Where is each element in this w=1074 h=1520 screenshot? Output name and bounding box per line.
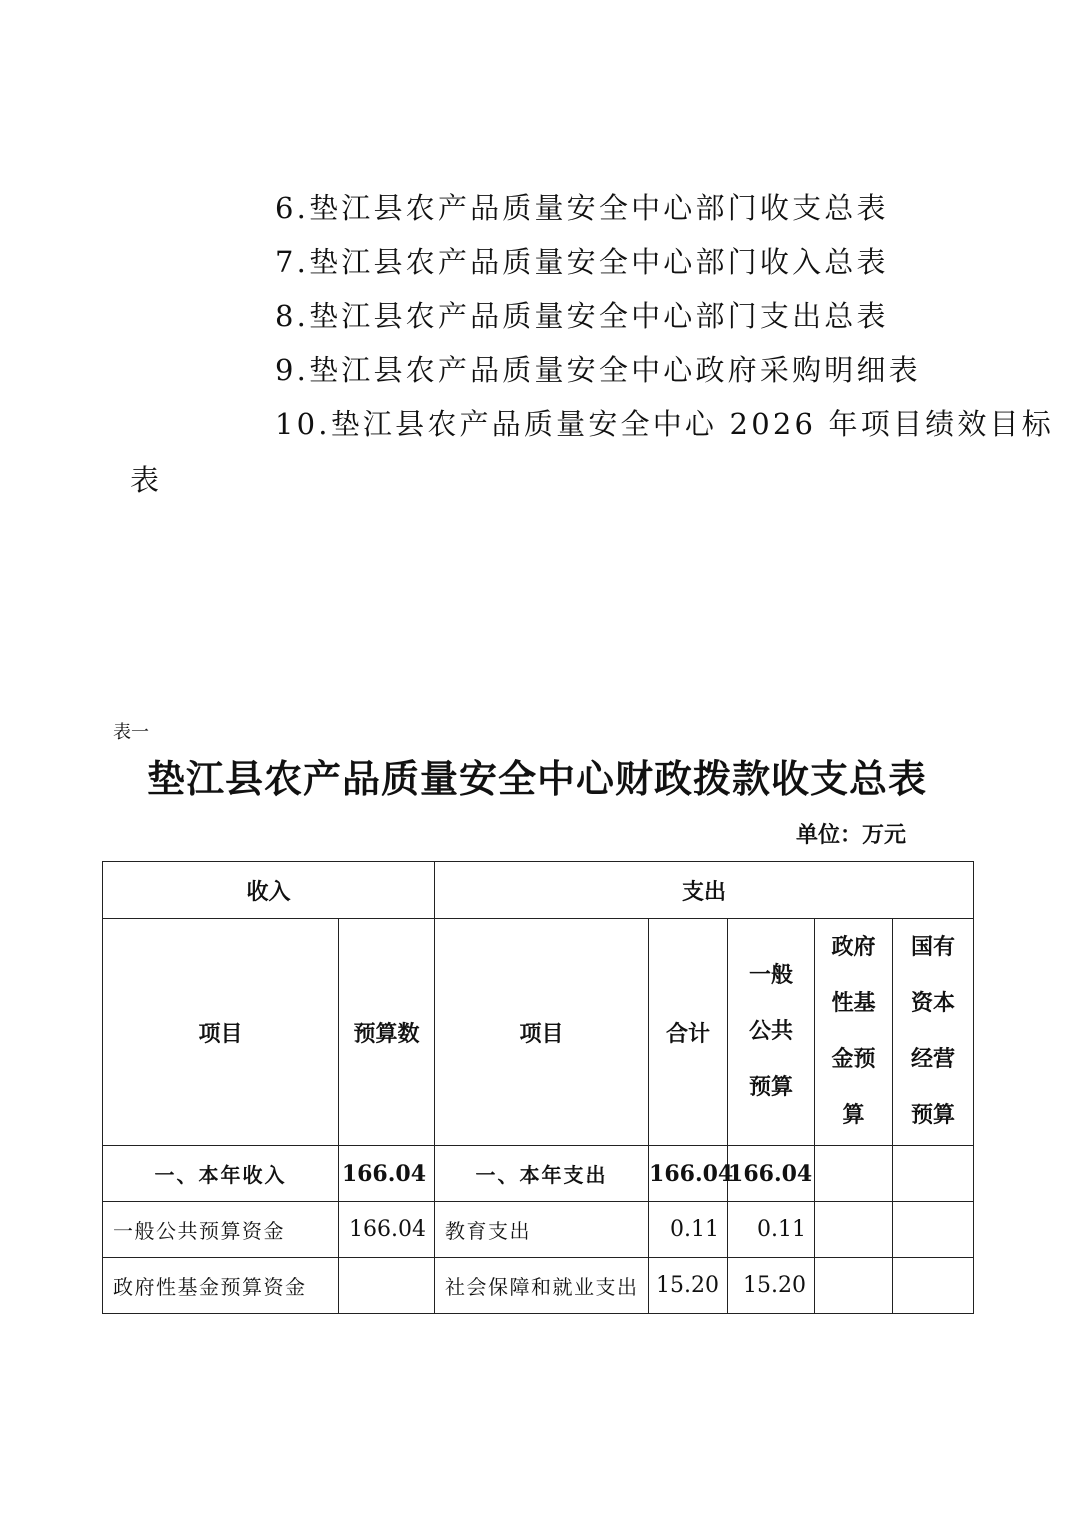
table-header-row (103, 862, 974, 919)
list-item: 9.垫江县农产品质量安全中心政府采购明细表 (275, 353, 921, 387)
gov-fund-cell (815, 1202, 893, 1258)
table-title: 垫江县农产品质量安全中心财政拨款收支总表 (146, 756, 927, 801)
general-budget-header (728, 919, 815, 1146)
table-row (103, 1146, 974, 1202)
header-line: 资本 (911, 991, 956, 1016)
expense-header: 支出 (435, 862, 974, 919)
gov-fund-header (815, 919, 893, 1146)
table-row (103, 1202, 974, 1258)
state-capital-cell (893, 1202, 974, 1258)
list-item: 8.垫江县农产品质量安全中心部门支出总表 (275, 299, 889, 333)
expense-item-cell: 社会保障和就业支出 (435, 1258, 649, 1314)
income-item-header: 项目 (103, 919, 339, 1146)
total-cell: 0.11 (649, 1202, 728, 1258)
header-line: 一般 (749, 963, 794, 988)
state-capital-cell (893, 1146, 974, 1202)
header-line: 预算 (749, 1075, 794, 1100)
header-line: 预算 (911, 1103, 956, 1128)
header-line: 经营 (911, 1047, 956, 1072)
income-item-cell: 一、本年收入 (103, 1146, 339, 1202)
list-item-continuation: 表 (130, 463, 160, 497)
income-header: 收入 (103, 862, 435, 919)
table-subheader-row (103, 919, 974, 1146)
total-cell: 15.20 (649, 1258, 728, 1314)
expense-item-cell: 教育支出 (435, 1202, 649, 1258)
gov-fund-cell (815, 1146, 893, 1202)
list-item: 7.垫江县农产品质量安全中心部门收入总表 (275, 245, 889, 279)
income-budget-cell: 166.04 (339, 1202, 435, 1258)
table-row (103, 1258, 974, 1314)
gov-fund-cell (815, 1258, 893, 1314)
income-budget-cell (339, 1258, 435, 1314)
fiscal-summary-table (102, 861, 974, 1314)
total-header: 合计 (649, 919, 728, 1146)
expense-item-cell: 一、本年支出 (435, 1146, 649, 1202)
general-budget-cell: 0.11 (728, 1202, 815, 1258)
header-line: 性基 (831, 991, 876, 1016)
unit-label: 单位：万元 (796, 822, 907, 848)
header-line: 算 (842, 1103, 865, 1128)
list-item: 10.垫江县农产品质量安全中心 2026 年项目绩效目标 (275, 407, 1054, 441)
list-item: 6.垫江县农产品质量安全中心部门收支总表 (275, 191, 889, 225)
income-budget-cell: 166.04 (339, 1146, 435, 1202)
general-budget-cell: 15.20 (728, 1258, 815, 1314)
expense-item-header: 项目 (435, 919, 649, 1146)
header-line: 公共 (749, 1019, 794, 1044)
income-budget-header: 预算数 (339, 919, 435, 1146)
general-budget-cell: 166.04 (728, 1146, 815, 1202)
total-cell: 166.04 (649, 1146, 728, 1202)
table-label: 表一 (113, 722, 149, 743)
header-line: 政府 (831, 935, 876, 960)
income-item-cell: 政府性基金预算资金 (103, 1258, 339, 1314)
header-line: 国有 (911, 935, 956, 960)
state-capital-header (893, 919, 974, 1146)
state-capital-cell (893, 1258, 974, 1314)
header-line: 金预 (831, 1047, 876, 1072)
income-item-cell: 一般公共预算资金 (103, 1202, 339, 1258)
